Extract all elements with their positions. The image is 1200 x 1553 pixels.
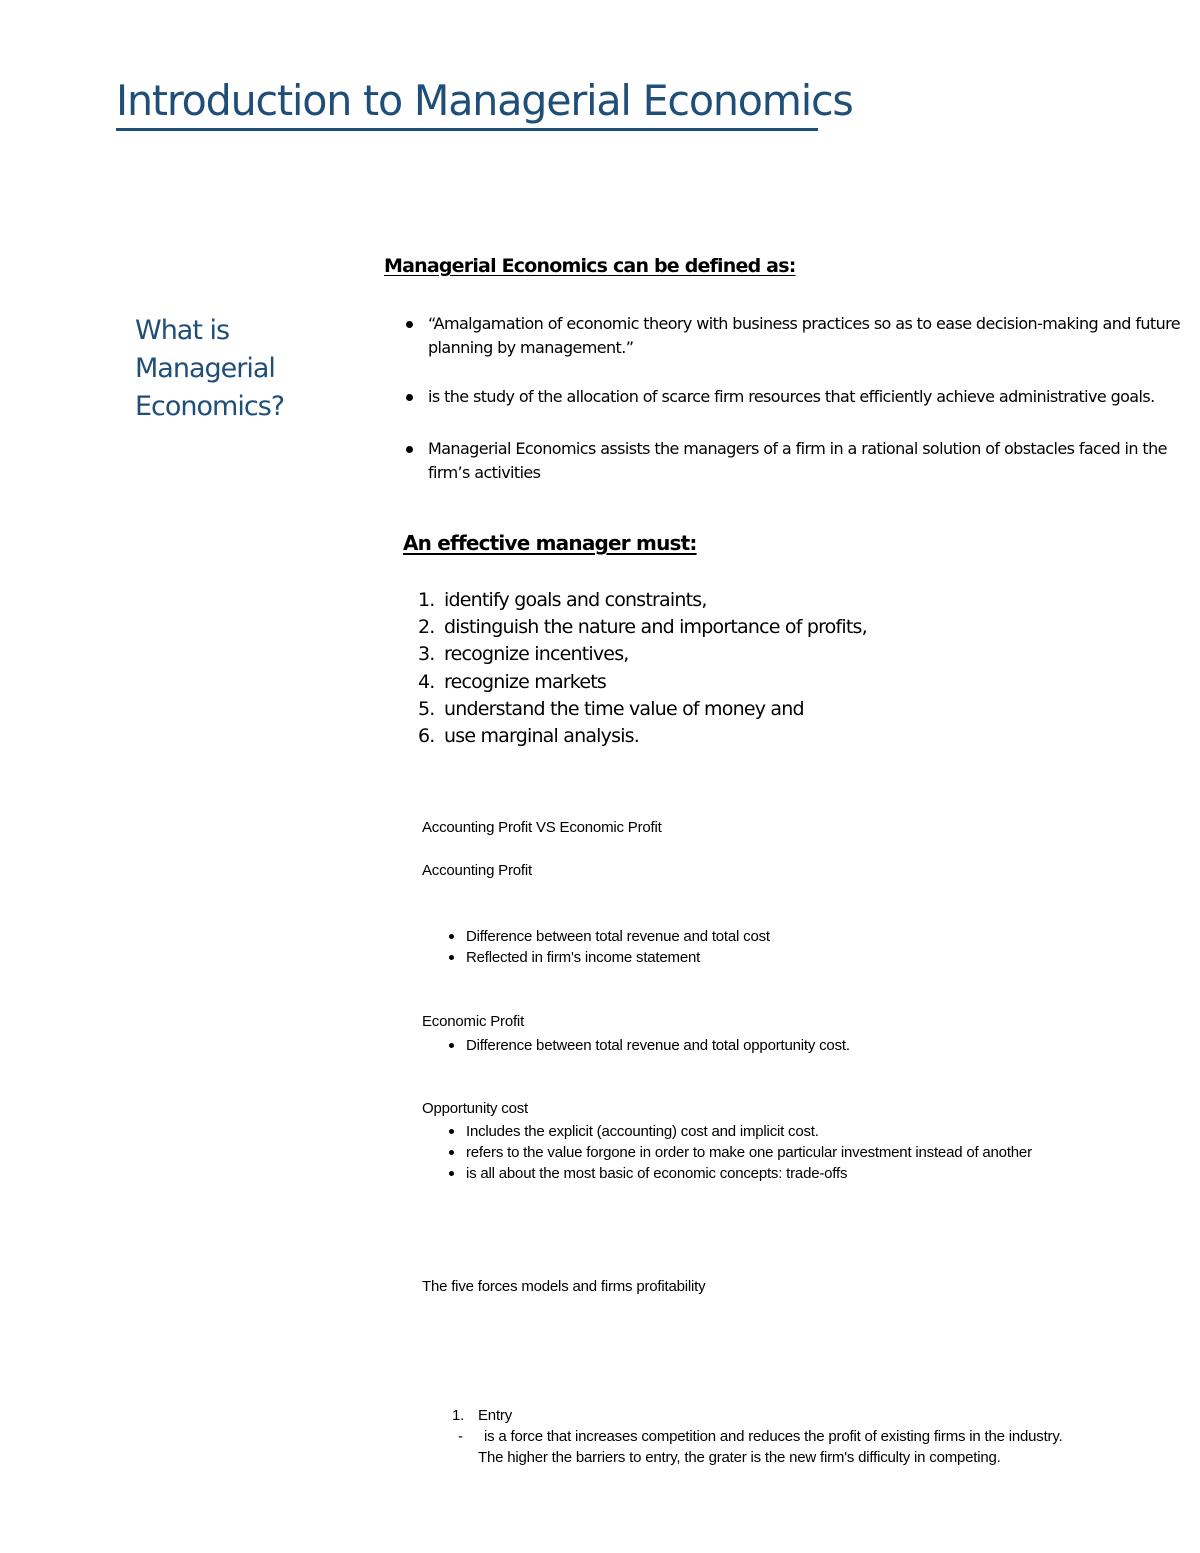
definition-item: “Amalgamation of economic theory with business practices so as to ease decision-making and future planning by management.” (404, 312, 1184, 360)
definition-heading: Managerial Economics can be defined as: (384, 255, 796, 277)
list-number: 1. (452, 1407, 465, 1424)
definition-item: Managerial Economics assists the managers of a firm in a rational solution of obstacles faced in the firm’s activities (404, 437, 1184, 485)
five-forces-entry (452, 1407, 512, 1424)
list-number: 2. (418, 616, 435, 639)
five-forces-heading: The five forces models and firms profitability (422, 1278, 706, 1295)
list-number: 4. (418, 670, 435, 693)
list-item: Reflected in firm's income statement (446, 947, 770, 968)
opportunity-cost-list (446, 1121, 1032, 1184)
economic-profit-list (446, 1035, 850, 1056)
entry-description-line: is a force that increases competition and reduces the profit of existing firms in the industry. (484, 1428, 1063, 1445)
list-text: recognize markets (444, 670, 606, 693)
definition-item: is the study of the allocation of scarce firm resources that efficiently achieve administrative goals. (404, 385, 1184, 409)
side-question-line: Managerial (135, 353, 275, 384)
side-question-line: Economics? (135, 391, 285, 422)
list-number: 5. (418, 697, 435, 720)
definition-list (404, 312, 1184, 485)
entry-label: Entry (478, 1407, 513, 1424)
title-underline (116, 128, 818, 131)
list-item (418, 587, 867, 614)
list-item: Difference between total revenue and total cost (446, 926, 770, 947)
list-text: use marginal analysis. (444, 725, 640, 748)
accounting-profit-list (446, 926, 770, 968)
accounting-profit-label: Accounting Profit (422, 862, 532, 879)
opportunity-cost-label: Opportunity cost (422, 1100, 529, 1117)
effective-manager-heading: An effective manager must: (403, 531, 697, 555)
page-title: Introduction to Managerial Economics (116, 76, 853, 125)
list-item (418, 723, 867, 750)
list-item: Difference between total revenue and total opportunity cost. (446, 1035, 850, 1056)
profit-section-heading: Accounting Profit VS Economic Profit (422, 819, 662, 836)
entry-description-line: The higher the barriers to entry, the grater is the new firm's difficulty in competing. (478, 1449, 1001, 1466)
list-number: 6. (418, 725, 435, 748)
side-question (135, 312, 335, 426)
list-text: recognize incentives, (444, 643, 629, 666)
list-number: 1. (418, 589, 435, 611)
list-text: understand the time value of money and (444, 697, 804, 720)
entry-dash: - (458, 1428, 463, 1445)
side-question-line: What is (135, 315, 230, 346)
economic-profit-label: Economic Profit (422, 1013, 525, 1030)
list-number: 3. (418, 643, 435, 666)
list-item: Includes the explicit (accounting) cost and implicit cost. (446, 1121, 1032, 1142)
list-item (418, 614, 867, 641)
list-item: refers to the value forgone in order to make one particular investment instead of another (446, 1142, 1032, 1163)
list-item (418, 696, 867, 723)
list-item (418, 669, 867, 696)
effective-manager-list (418, 587, 867, 750)
list-text: distinguish the nature and importance of profits, (444, 616, 867, 639)
list-item (418, 641, 867, 668)
list-item: is all about the most basic of economic concepts: trade-offs (446, 1163, 1032, 1184)
list-text: identify goals and constraints, (444, 589, 707, 611)
